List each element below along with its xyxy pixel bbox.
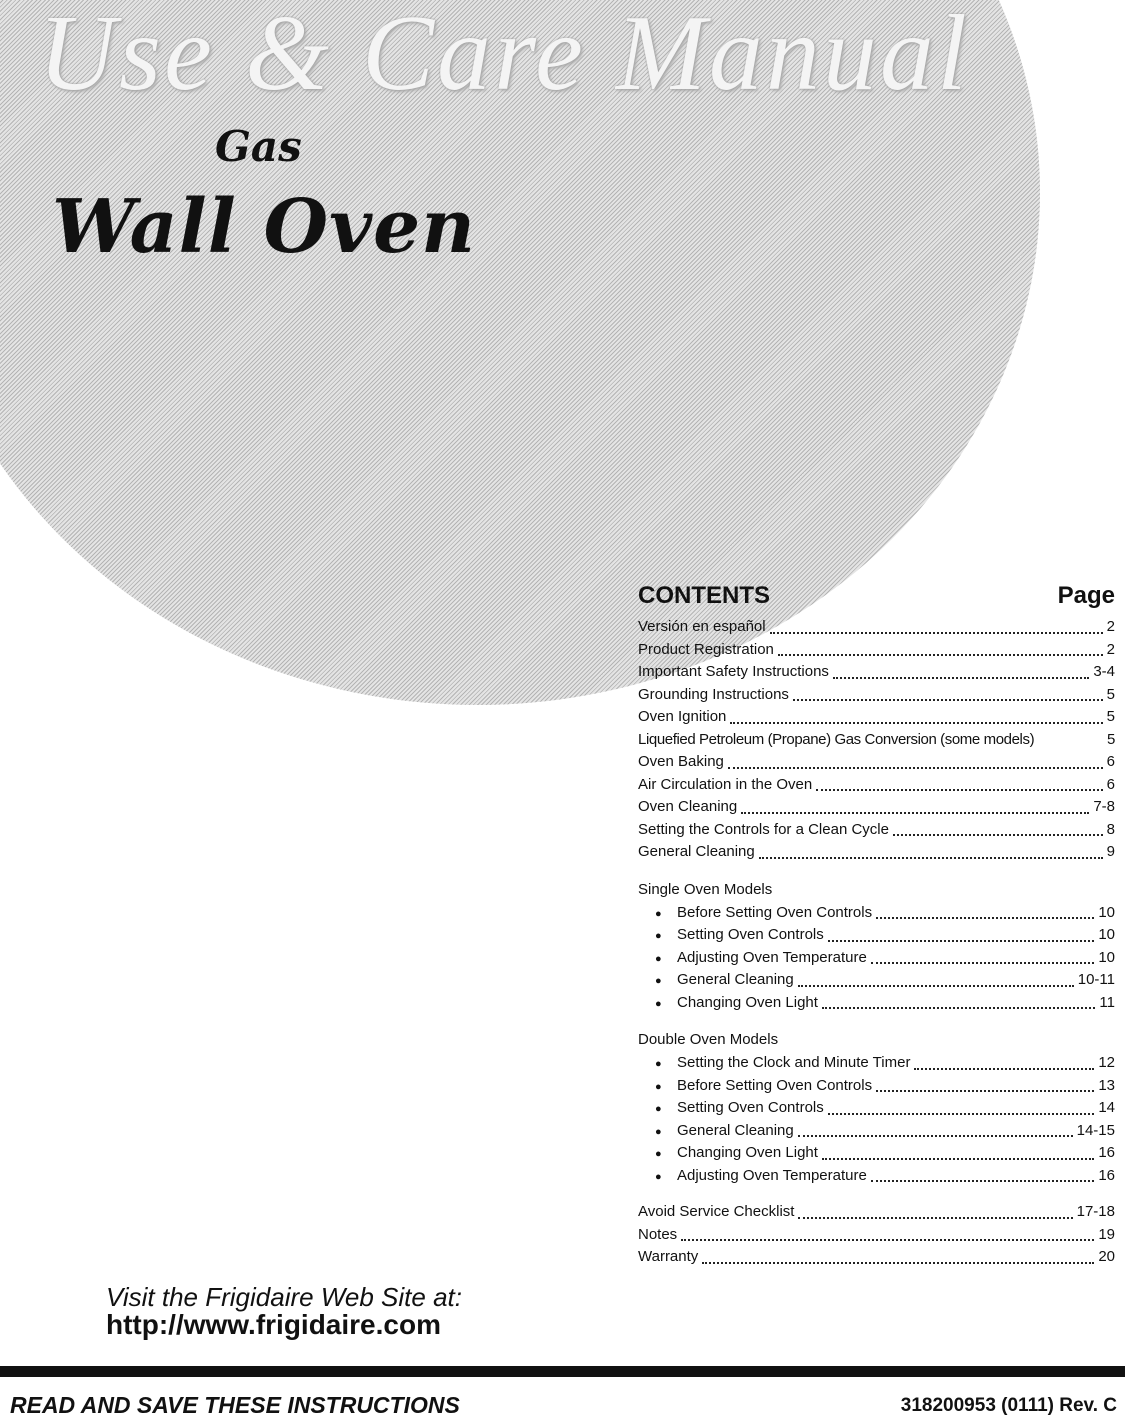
toc-entry-label: Air Circulation in the Oven [638,775,813,793]
toc-entry[interactable] [638,639,1115,662]
toc-entry-label: Oven Baking [638,753,724,770]
toc-entry-page: 8 [1106,820,1115,838]
leader-dots [871,1179,1094,1182]
bullet-icon: ● [655,930,662,942]
leader-dots [730,721,1102,724]
leader-dots [822,1157,1094,1160]
leader-dots [759,856,1103,859]
toc-header [638,582,1115,616]
toc-entry-page: 16 [1098,1144,1115,1161]
toc-entry-page: 16 [1098,1166,1115,1184]
leader-dots [778,653,1103,656]
leader-dots [893,833,1103,836]
leader-dots [798,984,1074,987]
toc-entry[interactable] [638,796,1115,819]
leader-dots [876,1089,1094,1092]
toc-entry-page: 13 [1098,1076,1115,1094]
product-title: Wall Oven [52,184,476,270]
leader-dots [728,766,1103,769]
toc-entry[interactable] [638,1052,1115,1075]
toc-entry[interactable] [638,902,1115,925]
toc-entry-page: 14 [1098,1099,1115,1116]
toc-entry[interactable] [638,684,1115,707]
bullet-icon: ● [655,952,662,965]
toc-entry[interactable] [638,1075,1115,1098]
leader-dots [816,788,1102,791]
leader-dots [833,676,1089,679]
bullet-icon: ● [655,1148,662,1160]
leader-dots [798,1216,1072,1219]
toc-entry-page: 5 [1107,730,1115,748]
leader-dots [828,939,1095,942]
bullet-icon: ● [655,975,662,987]
toc-entry-label: General Cleaning [677,971,794,988]
toc-entry-label: Adjusting Oven Temperature [677,1166,867,1184]
toc-entry[interactable] [638,616,1115,639]
toc-entry[interactable] [638,947,1115,970]
toc-entry-page: 9 [1106,843,1115,860]
toc-entry-label: Setting the Clock and Minute Timer [677,1054,911,1071]
toc-entry-label: Changing Oven Light [677,1144,818,1161]
leader-dots [828,1112,1095,1115]
toc-entry[interactable] [638,729,1115,752]
toc-entry[interactable] [638,706,1115,729]
leader-dots [876,916,1094,919]
product-fuel-type: Gas [215,122,302,171]
toc-entry-page: 20 [1098,1248,1115,1265]
toc-entry[interactable] [638,992,1115,1015]
toc-entry-label: Warranty [638,1248,699,1265]
toc-entry-page: 5 [1106,708,1115,725]
bullet-icon: ● [655,997,662,1010]
toc-entry-page: 17-18 [1076,1203,1115,1220]
toc-entry-label: Avoid Service Checklist [638,1203,795,1220]
section-gap [638,1187,1115,1201]
toc-entry-page: 10 [1098,926,1115,943]
toc-entry-label: Grounding Instructions [638,685,789,703]
bullet-icon: ● [655,1058,662,1070]
document-number: 318200953 (0111) Rev. C [900,1395,1117,1416]
toc-entry-page: 14-15 [1076,1121,1115,1139]
toc-entry-label: General Cleaning [677,1121,794,1139]
toc-section-double-oven: Double Oven Models [638,1031,779,1048]
toc-entry-page: 19 [1098,1225,1115,1243]
toc-entry[interactable] [638,1120,1115,1143]
footer-rule [0,1366,1125,1377]
toc-entry-label: Before Setting Oven Controls [677,903,873,921]
toc-entry[interactable] [638,1246,1115,1269]
toc-entry[interactable] [638,969,1115,992]
toc-entry-label: Product Registration [638,640,774,658]
footer-instruction: READ AND SAVE THESE INSTRUCTIONS [10,1392,460,1418]
toc-entry[interactable] [638,774,1115,797]
leader-dots [914,1067,1094,1070]
toc-entry-label: Important Safety Instructions [638,663,829,680]
toc-entry-page: 11 [1099,993,1115,1011]
toc-entry[interactable] [638,661,1115,684]
toc-entry-label: Versión en español [638,618,766,635]
toc-section-single-oven: Single Oven Models [638,880,773,898]
toc-entry[interactable] [638,819,1115,842]
section-gap [638,864,1115,878]
toc-entry-label: General Cleaning [638,843,755,860]
toc-entry-label: Setting the Controls for a Clean Cycle [638,820,889,838]
website-prompt: Visit the Frigidaire Web Site at: [106,1282,462,1312]
leader-dots [822,1006,1095,1009]
leader-dots [770,631,1103,634]
toc-entry-page: 10 [1098,903,1115,921]
toc-entry-label: Liquefied Petroleum (Propane) Gas Conversion (some models) [638,730,1035,748]
toc-page-heading: Page [1057,582,1115,609]
toc-entry-label: Before Setting Oven Controls [677,1076,873,1094]
toc-entry[interactable] [638,1097,1115,1120]
toc-entry[interactable] [638,751,1115,774]
toc-entry[interactable] [638,1142,1115,1165]
bullet-icon: ● [655,907,662,920]
toc-entry[interactable] [638,924,1115,947]
toc-entry-label: Notes [638,1225,678,1243]
bullet-icon: ● [655,1103,662,1115]
leader-dots [702,1261,1094,1264]
toc-entry-label: Setting Oven Controls [677,1099,824,1116]
toc-entry-page: 6 [1106,775,1115,793]
leader-dots [741,811,1089,814]
toc-entry-page: 10-11 [1077,971,1115,988]
banner-title: Use & Care Manual [38,0,970,113]
leader-dots [871,961,1094,964]
bullet-icon: ● [655,1125,662,1138]
toc-entry-page: 12 [1098,1054,1115,1071]
toc-entry[interactable] [638,841,1115,864]
toc-entry-label: Changing Oven Light [677,993,818,1011]
toc-entry[interactable] [638,1201,1115,1224]
bullet-icon: ● [655,1080,662,1093]
toc-entry-label: Adjusting Oven Temperature [677,948,867,966]
toc-entry-page: 10 [1098,948,1115,966]
toc-heading: CONTENTS [638,582,770,609]
toc-entry-label: Oven Cleaning [638,798,738,815]
toc-entry-label: Setting Oven Controls [677,926,824,943]
bullet-icon: ● [655,1170,662,1183]
toc-entry[interactable] [638,1224,1115,1247]
website-url-link[interactable]: http://www.frigidaire.com [106,1309,441,1340]
toc-entry-page: 5 [1106,685,1115,703]
toc-entry-page: 2 [1106,618,1115,635]
leader-dots [793,698,1103,701]
toc-entry[interactable] [638,1165,1115,1188]
section-gap [638,1014,1115,1028]
toc-entry-page: 3-4 [1093,663,1115,680]
toc-entry-page: 6 [1106,753,1115,770]
leader-dots [681,1238,1094,1241]
table-of-contents [638,582,1115,1269]
toc-entry-label: Oven Ignition [638,708,727,725]
toc-entry-page: 2 [1106,640,1115,658]
toc-entry-page: 7-8 [1093,798,1115,815]
leader-dots [798,1134,1073,1137]
